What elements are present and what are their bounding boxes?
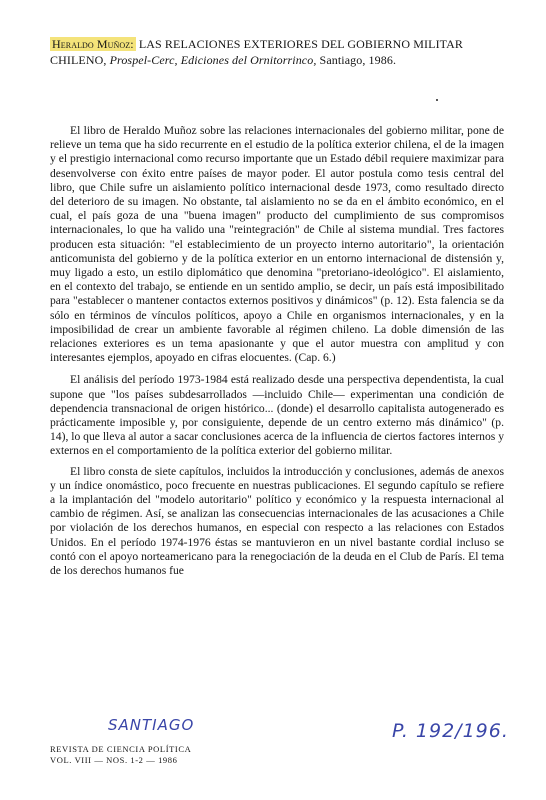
ink-speck bbox=[436, 99, 438, 101]
handwritten-note-city: SANTIAGO bbox=[108, 716, 195, 734]
book-title: LAS RELACIONES EXTERIORES DEL GOBIERNO MILITAR CHILENO, bbox=[50, 37, 464, 67]
paragraph-3: El libro consta de siete capítulos, incluidos la introducción y conclusiones, además de anexos y un índice onomástico, poco frecuente en nuestras publicaciones. El segundo capítulo se refiere a la implantación del "modelo autoritario" político y económico y la respuesta internacional al cambio de régimen. Así, se analizan las consecuencias internacionales de las acusaciones a Chile por violación de los derechos humanos, en especial con respecto a las relaciones con Estados Unidos. En el período 1974-1976 éstas se mantuvieron en un nivel bastante cordial incluso se contó con el apoyo norteamericano para la renegociación de la deuda en el Club de París. El tema de los derechos humanos fue bbox=[50, 464, 504, 578]
author-name: Heraldo Muñoz: bbox=[52, 37, 134, 51]
review-body bbox=[50, 124, 504, 584]
paragraph-2: El análisis del período 1973-1984 está realizado desde una perspectiva dependentista, la cual supone que "los países subdesarrollados —incluido Chile— experimentan una condición de dependencia transnacional de origen histórico... (donde) el desarrollo capitalista autogenerado es prácticamente imposible y, por consiguiente, depende de un centro externo más dinámico" (p. 14), lo que lleva al autor a sacar conclusiones acerca de la influencia de ciertos factores internos y externos en el comportamiento de la política exterior del gobierno militar. bbox=[50, 373, 504, 458]
journal-issue: VOL. VIII — NOS. 1-2 — 1986 bbox=[50, 755, 178, 765]
paragraph-1: El libro de Heraldo Muñoz sobre las relaciones internacionales del gobierno militar, pone de relieve un tema que ha sido recurrente en el estudio de la política exterior chilena, el de la imagen y el prestigio internacional como recurso importante que un Estado débil requiere maximizar para desenvolverse con éxito entre países de mayor poder. El autor postula como tesis central del libro, que Chile sufre un aislamiento político internacional desde 1973, como resultado directo del deterioro de su imagen. No obstante, tal aislamiento no se da en el ámbito económico, en el cual, el país goza de una "buena imagen" producto del cumplimiento de sus compromisos internacionales, lo que ha valido una "reintegración" de Chile al sistema mundial. Tres factores producen esta situación: "el establecimiento de un proyecto interno autoritario", la orientación anticomunista del gobierno y de la política exterior en un entorno internacional de distensión y, muy ligado a esto, un estilo diplomático que denomina "pretoriano-ideológico". El aislamiento, en el contexto del trabajo, se entiende en un sentido amplio, se decir, un país está imposibilitado para "establecer o mantener contactos externos positivos y dinámicos" (p. 12). Esta falencia se da sólo en términos de vínculos políticos, apoyo a Chile en organismos internacionales, y en la imposibilidad de crear un ambiente favorable al régimen chileno. La doble dimensión de las relaciones exteriores es un tema apasionante y que el autor muestra con amplitud y con interesantes ejemplos, apoyado en cifras elocuentes. (Cap. 6.) bbox=[50, 124, 504, 365]
publisher: Prospel-Cerc, Ediciones del Ornitorrinco, bbox=[109, 53, 317, 67]
handwritten-note-pages: P. 192/196. bbox=[392, 720, 509, 742]
place-year: Santiago, 1986. bbox=[319, 53, 397, 67]
journal-name: REVISTA DE CIENCIA POLÍTICA bbox=[50, 744, 192, 754]
journal-footer bbox=[50, 744, 191, 766]
book-citation bbox=[50, 36, 506, 68]
